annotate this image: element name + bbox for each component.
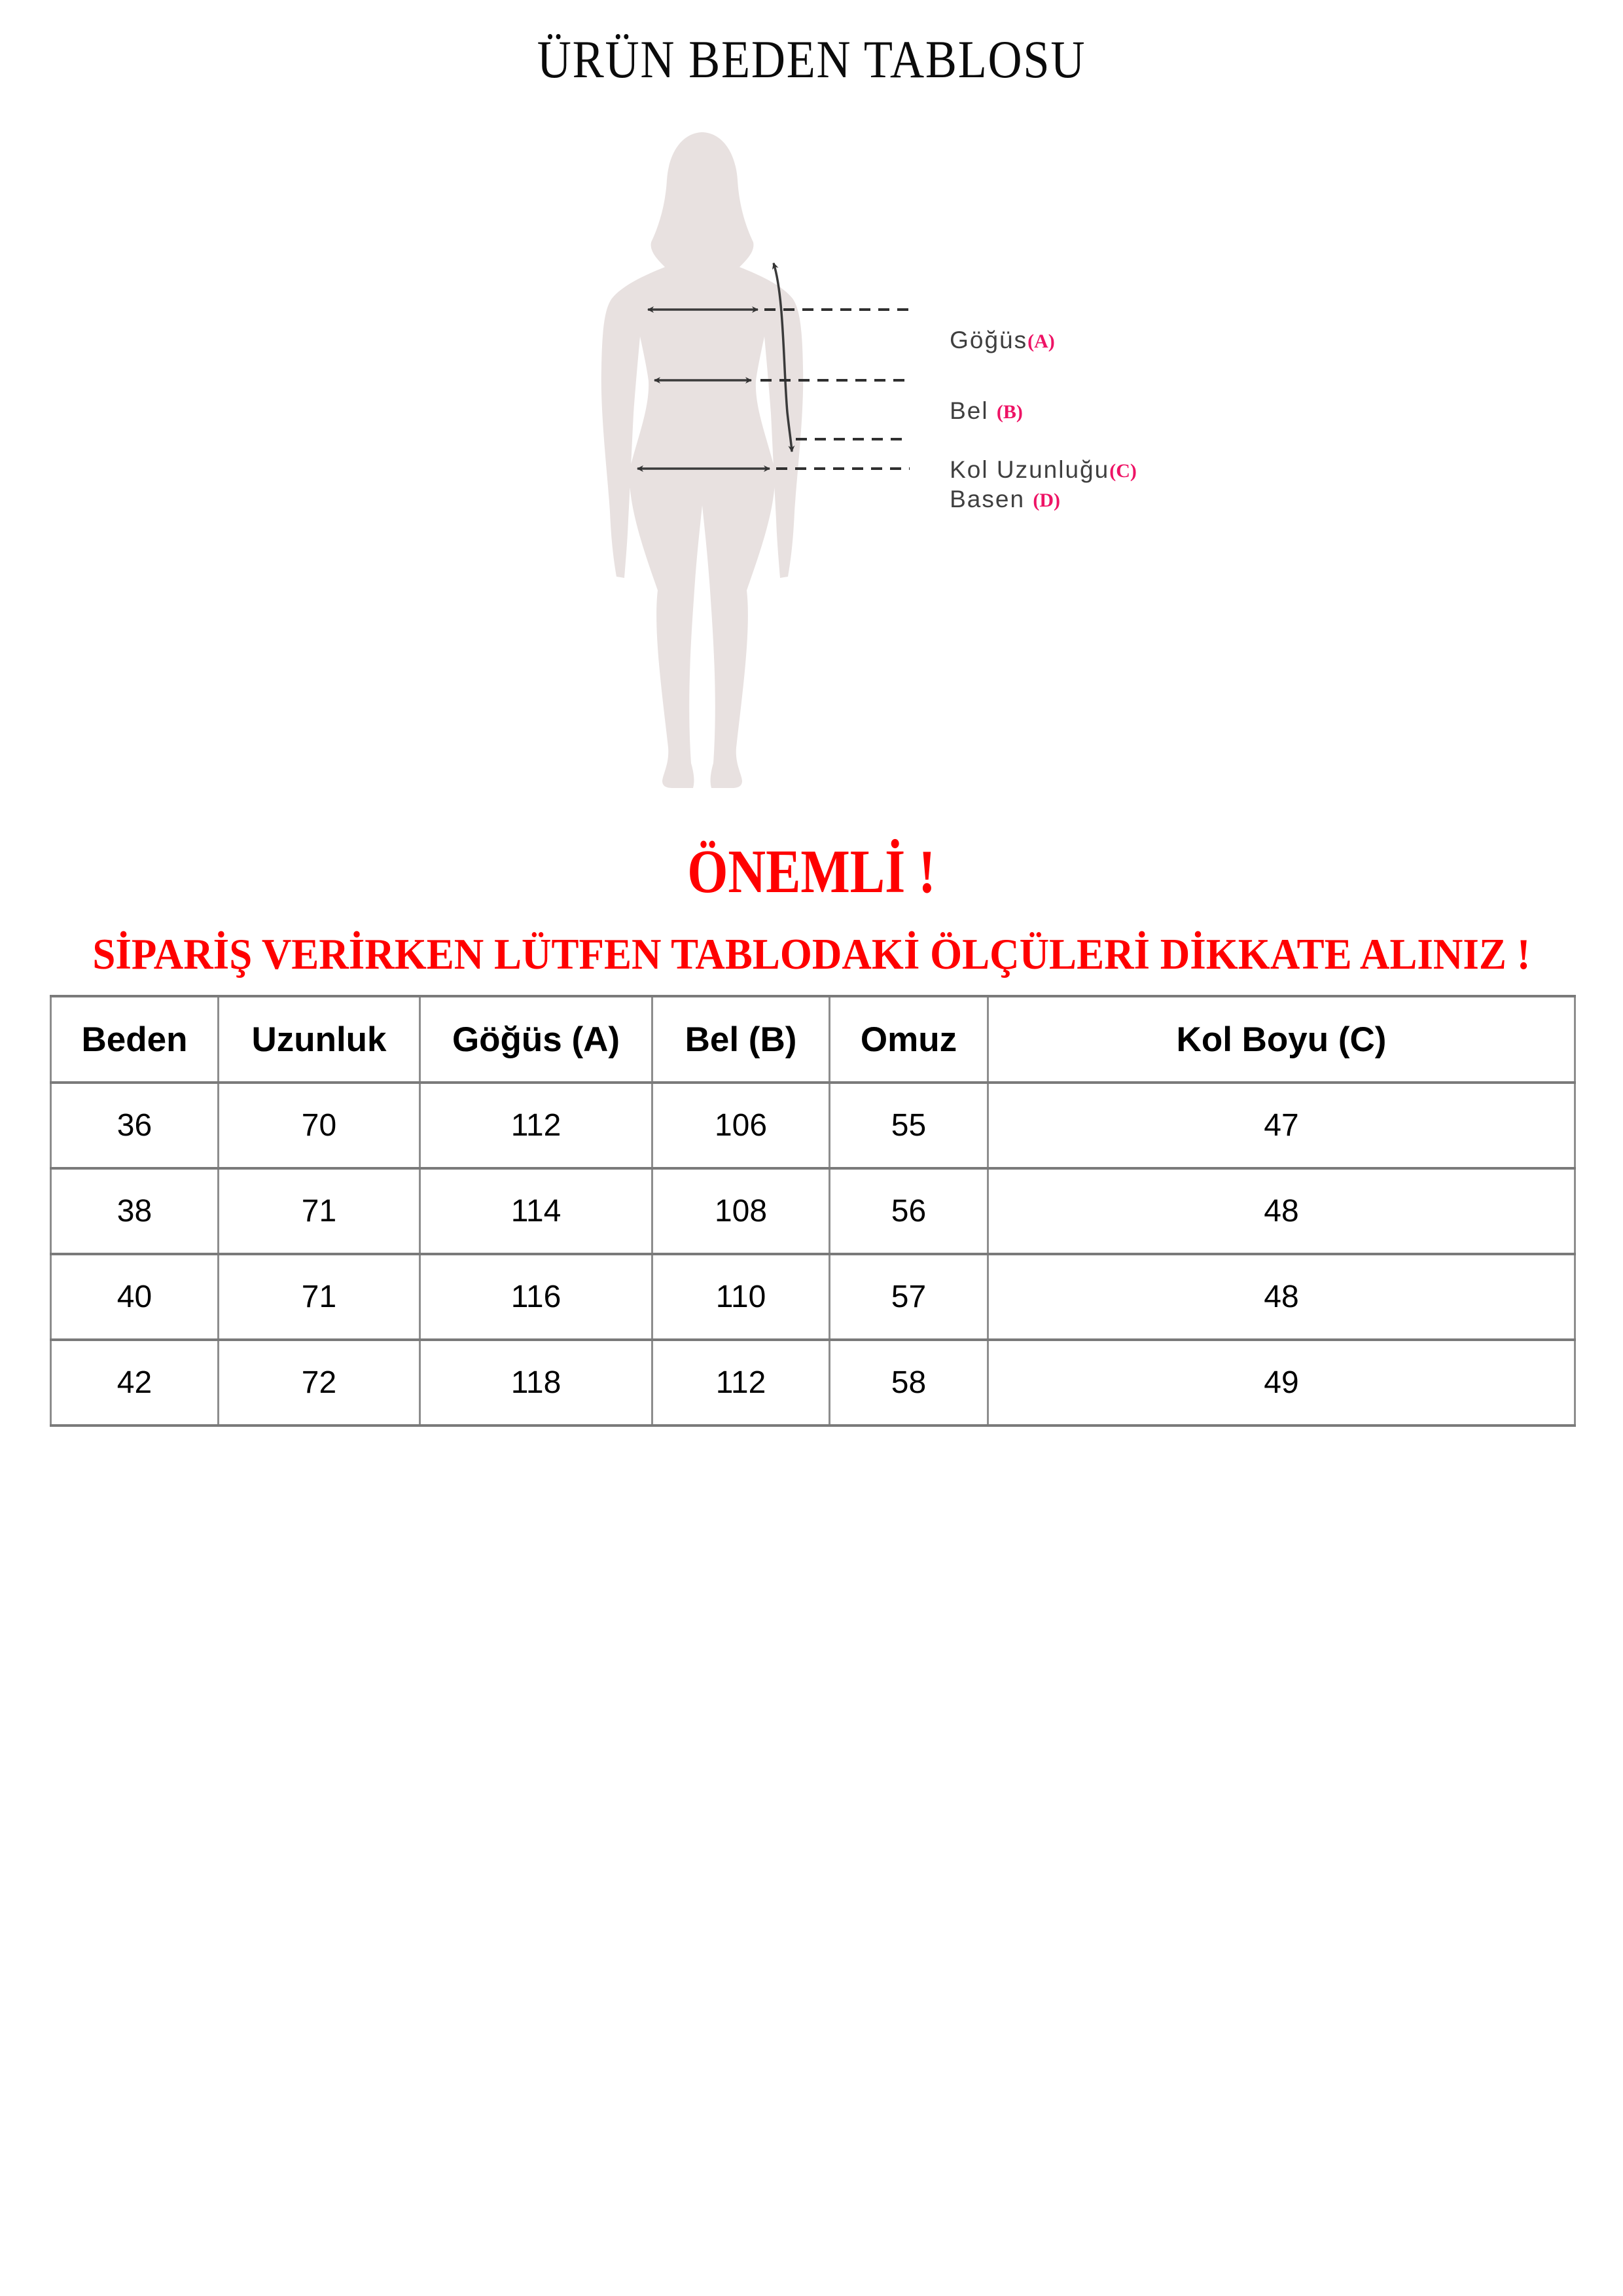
measure-letter-d: (D)	[1033, 490, 1060, 511]
body-silhouette-shape	[601, 132, 803, 788]
warning-line: SİPARİŞ VERİRKEN LÜTFEN TABLODAKİ ÖLÇÜLERİ DİKKATE ALINIZ !	[92, 930, 1531, 978]
measure-label-chest	[918, 295, 1055, 353]
table-row	[51, 1168, 1575, 1254]
measure-label-waist-text: Bel	[950, 397, 997, 424]
measure-label-waist	[918, 366, 1023, 424]
table-row	[51, 1340, 1575, 1426]
measure-letter-a: (A)	[1027, 331, 1055, 352]
measure-label-arm-length	[918, 425, 1137, 483]
measure-letter-c: (C)	[1109, 460, 1137, 482]
cell-omuz: 55	[830, 1083, 988, 1168]
size-table-header-row	[51, 996, 1575, 1083]
cell-uzunluk: 71	[219, 1168, 420, 1254]
table-row	[51, 1083, 1575, 1168]
table-row	[51, 1254, 1575, 1340]
cell-bel: 108	[652, 1168, 830, 1254]
cell-uzunluk: 71	[219, 1254, 420, 1340]
measure-label-hip	[918, 454, 1060, 512]
page-title: ÜRÜN BEDEN TABLOSU	[537, 29, 1086, 89]
cell-kol-boyu: 48	[988, 1168, 1575, 1254]
cell-gogus: 118	[420, 1340, 652, 1426]
cell-beden: 38	[51, 1168, 219, 1254]
measure-label-chest-text: Göğüs	[950, 327, 1028, 353]
cell-bel: 110	[652, 1254, 830, 1340]
measure-letter-b: (B)	[996, 401, 1023, 423]
cell-omuz: 58	[830, 1340, 988, 1426]
cell-kol-boyu: 48	[988, 1254, 1575, 1340]
column-header-omuz: Omuz	[830, 996, 988, 1083]
body-measurement-diagram	[589, 118, 1137, 825]
column-header-gogus: Göğüs (A)	[420, 996, 652, 1083]
column-header-beden: Beden	[51, 996, 219, 1083]
size-table	[50, 995, 1576, 1427]
column-header-kol-boyu: Kol Boyu (C)	[988, 996, 1575, 1083]
cell-beden: 40	[51, 1254, 219, 1340]
column-header-uzunluk: Uzunluk	[219, 996, 420, 1083]
important-heading: ÖNEMLİ !	[687, 838, 936, 906]
cell-omuz: 57	[830, 1254, 988, 1340]
cell-kol-boyu: 47	[988, 1083, 1575, 1168]
column-header-bel: Bel (B)	[652, 996, 830, 1083]
cell-uzunluk: 72	[219, 1340, 420, 1426]
cell-omuz: 56	[830, 1168, 988, 1254]
cell-uzunluk: 70	[219, 1083, 420, 1168]
cell-beden: 42	[51, 1340, 219, 1426]
cell-gogus: 112	[420, 1083, 652, 1168]
cell-kol-boyu: 49	[988, 1340, 1575, 1426]
measure-label-arm-length-text: Kol Uzunluğu	[950, 456, 1110, 483]
cell-bel: 106	[652, 1083, 830, 1168]
cell-gogus: 116	[420, 1254, 652, 1340]
cell-gogus: 114	[420, 1168, 652, 1254]
cell-beden: 36	[51, 1083, 219, 1168]
cell-bel: 112	[652, 1340, 830, 1426]
measure-label-hip-text: Basen	[950, 486, 1033, 512]
